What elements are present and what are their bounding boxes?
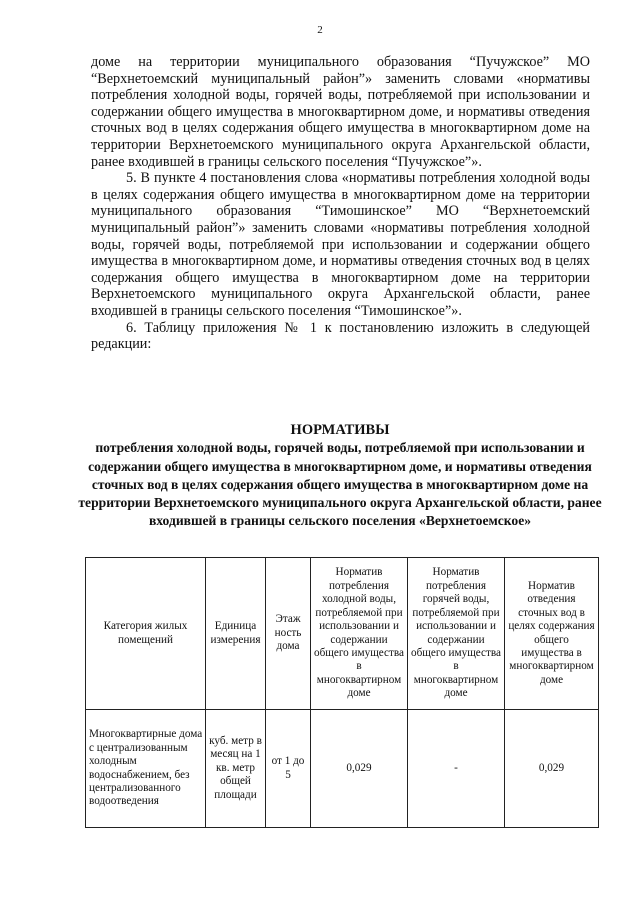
heading-subtitle: потребления холодной воды, горячей воды, потребляемой при использовании и содержании общего имущества в многоквартирном доме, и нормативы отведения сточных вод в целях содержания общего имущества в многоквартирном доме на территории Верхнетоемского муниципального округа Архангельской области, ранее входившей в границы сельского поселения «Верхнетоемское»	[78, 440, 602, 529]
cell-cold-water: 0,029	[311, 710, 408, 828]
table-heading	[75, 421, 605, 531]
cell-unit: куб. метр в месяц на 1 кв. метр общей площади	[206, 710, 266, 828]
cell-hot-water: -	[408, 710, 505, 828]
heading-title: НОРМАТИВЫ	[290, 422, 390, 438]
header-floors: Этаж ность дома	[266, 558, 311, 710]
header-hot-water: Норматив потребления горячей воды, потребляемой при использовании и содержании общего имущества в многоквартирном доме	[408, 558, 505, 710]
norms-table	[85, 557, 599, 828]
paragraph-item-5: 5. В пункте 4 постановления слова «нормативы потребления холодной воды в целях содержания общего имущества в многоквартирном доме на территории муниципального образования “Тимошинское” МО “Верхнетоемский муниципальный район”» заменить словами «нормативы потребления холодной воды, горячей воды, потребляемой при использовании и содержании общего имущества в многоквартирном доме, и нормативы отведения сточных вод в целях содержания общего имущества в многоквартирном доме на территории Верхнетоемского муниципального округа Архангельской области, ранее входившей в границы сельского поселения “Тимошинское”».	[91, 170, 590, 319]
header-unit: Единица измерения	[206, 558, 266, 710]
table-header-row	[86, 558, 599, 710]
page-number: 2	[317, 24, 323, 36]
header-category: Категория жилых помещений	[86, 558, 206, 710]
header-cold-water: Норматив потребления холодной воды, потребляемой при использовании и содержании общего имущества в многоквартирном доме	[311, 558, 408, 710]
cell-wastewater: 0,029	[505, 710, 599, 828]
paragraph-continuation: доме на территории муниципального образования “Пучужское” МО “Верхнетоемский муниципальный район”» заменить словами «нормативы потребления холодной воды, горячей воды, потребляемой при использовании и содержании общего имущества в многоквартирном доме, и нормативы отведения сточных вод в целях содержания общего имущества в многоквартирном доме на территории Верхнетоемского муниципального округа Архангельской области, ранее входившей в границы сельского поселения “Пучужское”».	[91, 54, 590, 170]
paragraph-item-6: 6. Таблицу приложения № 1 к постановлению изложить в следующей редакции:	[91, 319, 590, 353]
cell-floors: от 1 до 5	[266, 710, 311, 828]
cell-category: Многоквартирные дома с централизованным холодным водоснабжением, без централизованного водоотведения	[86, 710, 206, 828]
body-text	[91, 54, 590, 353]
table-row	[86, 710, 599, 828]
header-wastewater: Норматив отведения сточных вод в целях содержания общего имущества в многоквартирном доме	[505, 558, 599, 710]
